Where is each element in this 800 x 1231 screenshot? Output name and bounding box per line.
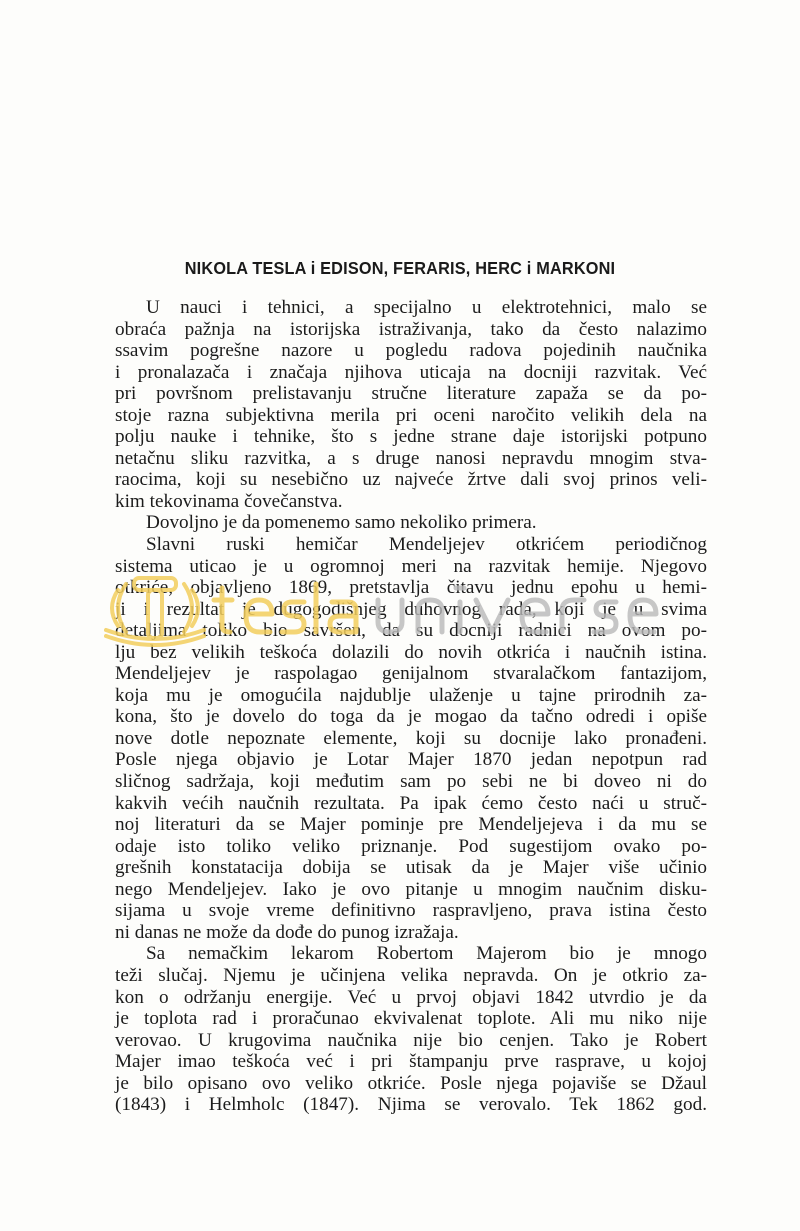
text-line: Sa nemačkim lekarom Robertom Majerom bio je mnogo — [146, 943, 707, 965]
paragraph-4 — [115, 943, 707, 1115]
paragraph-1 — [115, 297, 707, 512]
text-line: koja mu je omogućila najdublje ulaženje u tajne prirodnih za- — [115, 684, 707, 706]
text-line: nego Mendeljejev. Iako je ovo pitanje u mnogim naučnim disku- — [115, 878, 707, 900]
text-line: Dovoljno je da pomenemo samo nekoliko primera. — [146, 512, 537, 534]
text-line: pri površnom prelistavanju stručne literature zapaža se da po- — [115, 383, 707, 405]
text-line: noj literaturi da se Majer pominje pre Mendeljejeva i da mu se — [115, 814, 707, 836]
text-line: ssavim pogrešne nazore u pogledu radova pojedinih naučnika — [115, 340, 707, 362]
text-line: odaje isto toliko veliko priznanje. Pod sugestijom ovako po- — [115, 835, 707, 857]
paragraph-3 — [115, 534, 707, 943]
text-line: sistema uticao je u ogromnoj meri na razvitak hemije. Njegovo — [115, 555, 707, 577]
text-line: lju bez velikih teškoća dolazili do novih otkrića i naučnih istina. — [115, 641, 707, 663]
text-line: grešnih konstatacija dobija se utisak da je Majer više učinio — [115, 857, 707, 879]
text-line: kim tekovinama čovečanstva. — [115, 490, 343, 512]
paragraph-2 — [115, 512, 707, 534]
text-line: Majer imao teškoća već i pri štampanju prve rasprave, u kojoj — [115, 1051, 707, 1073]
text-line: je bilo opisano ovo veliko otkriće. Posle njega pojaviše se Džaul — [115, 1072, 707, 1094]
text-line: Mendeljejev je raspolagao genijalnom stvaralačkom fantazijom, — [115, 663, 707, 685]
text-line: stoje razna subjektivna merila pri oceni naročito velikih dela na — [115, 404, 707, 426]
text-line: netačnu sliku razvitka, a s druge nanosi nepravdu mnogim stva- — [115, 447, 707, 469]
text-line: i pronalazača i značaja njihova uticaja na docniji razvitak. Već — [115, 361, 707, 383]
text-line: teži slučaj. Njemu je učinjena velika nepravda. On je otkrio za- — [115, 964, 707, 986]
text-line: (1843) i Helmholc (1847). Njima se verovalo. Tek 1862 god. — [115, 1094, 707, 1116]
text-line: ni danas ne može da dođe do punog izražaja. — [115, 921, 459, 943]
text-line: obraća pažnja na istorijska istraživanja, tako da često nalazimo — [115, 318, 707, 340]
text-line: ji i rezultat je dugogodišnjeg duhovnog rada, koji je u svima — [115, 598, 707, 620]
text-line: raocima, koji su nesebično uz najveće žrtve dali svoj prinos veli- — [115, 469, 707, 491]
text-line: kakvih većih naučnih rezultata. Pa ipak ćemo često naći u struč- — [115, 792, 707, 814]
text-line: detaljima toliko bio savršen, da su docniji radnici na ovom po- — [115, 620, 707, 642]
text-line: sijama u svoje vreme definitivno raspravljeno, prava istina često — [115, 900, 707, 922]
text-line: U nauci i tehnici, a specijalno u elektrotehnici, malo se — [146, 297, 707, 318]
text-line: kon o održanju energije. Već u prvoj objavi 1842 utvrdio je da — [115, 986, 707, 1008]
text-line: verovao. U krugovima naučnika nije bio cenjen. Tako je Robert — [115, 1029, 707, 1051]
text-line: sličnog sadržaja, koji međutim sam po sebi ne bi doveo ni do — [115, 771, 707, 793]
text-line: nove dotle nepoznate elemente, koji su docnije lako pronađeni. — [115, 727, 707, 749]
text-line: kona, što je dovelo do toga da je mogao da tačno odredi i opiše — [115, 706, 707, 728]
text-line: Posle njega objavio je Lotar Majer 1870 jedan nepotpun rad — [115, 749, 707, 771]
text-line: Slavni ruski hemičar Mendeljejev otkrićem periodičnog — [146, 534, 707, 556]
page-title: NIKOLA TESLA i EDISON, FERARIS, HERC i MARKONI — [184, 258, 616, 278]
text-line: otkriće, objavljeno 1869, pretstavlja čitavu jednu epohu u hemi- — [115, 577, 707, 599]
article-body — [115, 297, 707, 1116]
text-line: polju nauke i tehnike, što s jedne strane daje istorijski potpuno — [115, 426, 707, 448]
text-line: je toplota rad i proračunao ekvivalenat toplote. Ali mu niko nije — [115, 1008, 707, 1030]
